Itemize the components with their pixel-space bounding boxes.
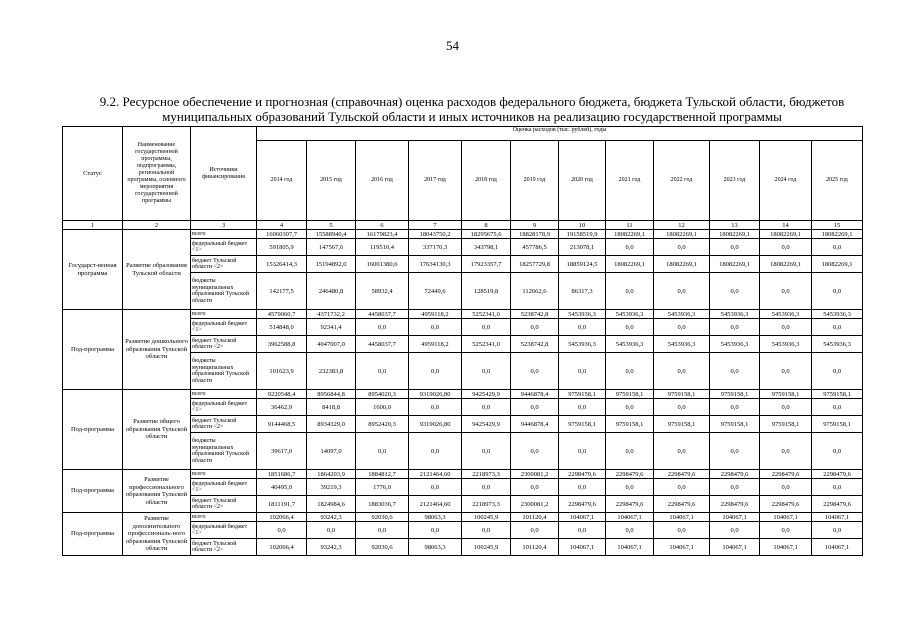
value-cell: 9759158,1 xyxy=(606,416,654,433)
value-cell: 0,0 xyxy=(511,522,559,539)
value-cell: 18082269,1 xyxy=(606,230,654,239)
column-index: 9 xyxy=(511,221,559,230)
value-cell: 9446878,4 xyxy=(511,390,559,399)
value-cell: 0,0 xyxy=(654,522,710,539)
program-name-cell: Развитие образования Тульской области xyxy=(123,230,191,310)
value-cell: 2218973,3 xyxy=(462,470,511,479)
value-cell: 2298479,6 xyxy=(710,496,760,513)
value-cell: 104067,1 xyxy=(654,513,710,522)
column-index: 2 xyxy=(123,221,191,230)
value-cell: 2298479,6 xyxy=(760,470,812,479)
table-row xyxy=(63,470,863,479)
value-cell: 16001380,6 xyxy=(356,256,409,273)
value-cell: 2298479,6 xyxy=(606,470,654,479)
value-cell: 9759158,1 xyxy=(812,416,863,433)
value-cell: 0,0 xyxy=(812,479,863,496)
value-cell: 16060307,7 xyxy=(257,230,307,239)
value-cell: 147567,6 xyxy=(307,239,356,256)
header-year: 2018 год xyxy=(462,141,511,221)
value-cell: 0,0 xyxy=(710,522,760,539)
value-cell: 9759158,1 xyxy=(606,390,654,399)
funding-source-cell: бюджеты муниципальных образований Тульской области xyxy=(191,273,257,310)
value-cell: 5453936,3 xyxy=(559,310,606,319)
value-cell: 104067,1 xyxy=(559,539,606,556)
value-cell: 104067,1 xyxy=(760,539,812,556)
value-cell: 0,0 xyxy=(606,239,654,256)
value-cell: 0,0 xyxy=(409,433,462,470)
value-cell: 0,0 xyxy=(606,479,654,496)
value-cell: 5453936,3 xyxy=(812,310,863,319)
value-cell: 0,0 xyxy=(710,433,760,470)
value-cell: 9425429,9 xyxy=(462,390,511,399)
value-cell: 142177,5 xyxy=(257,273,307,310)
value-cell: 1811191,7 xyxy=(257,496,307,513)
value-cell: 0,0 xyxy=(307,522,356,539)
value-cell: 2298479,6 xyxy=(654,496,710,513)
value-cell: 0,0 xyxy=(559,319,606,336)
value-cell: 0,0 xyxy=(257,522,307,539)
value-cell: 0,0 xyxy=(710,353,760,390)
value-cell: 18082269,1 xyxy=(812,230,863,239)
value-cell: 15326414,3 xyxy=(257,256,307,273)
value-cell: 15588940,4 xyxy=(307,230,356,239)
value-cell: 9759158,1 xyxy=(760,416,812,433)
value-cell: 1851686,7 xyxy=(257,470,307,479)
column-index: 15 xyxy=(812,221,863,230)
value-cell: 0,0 xyxy=(356,522,409,539)
header-program-name: Наименование государственной программы, подпрограммы, региональной программы, основного мероприятия государственной программы xyxy=(123,127,191,221)
value-cell: 16179823,4 xyxy=(356,230,409,239)
column-index: 14 xyxy=(760,221,812,230)
value-cell: 0,0 xyxy=(606,433,654,470)
table-header xyxy=(63,127,863,230)
value-cell: 1883036,7 xyxy=(356,496,409,513)
value-cell: 337170,3 xyxy=(409,239,462,256)
value-cell: 0,0 xyxy=(511,399,559,416)
funding-source-cell: бюджеты муниципальных образований Тульской области xyxy=(191,353,257,390)
header-year: 2015 год xyxy=(307,141,356,221)
value-cell: 18043750,2 xyxy=(409,230,462,239)
value-cell: 39219,3 xyxy=(307,479,356,496)
value-cell: 0,0 xyxy=(409,319,462,336)
funding-source-cell: всего xyxy=(191,470,257,479)
header-year: 2023 год xyxy=(710,141,760,221)
value-cell: 9759158,1 xyxy=(559,390,606,399)
value-cell: 2300081,2 xyxy=(511,496,559,513)
value-cell: 2298479,6 xyxy=(812,470,863,479)
value-cell: 9319026,80 xyxy=(409,390,462,399)
column-index: 10 xyxy=(559,221,606,230)
value-cell: 8954020,3 xyxy=(356,390,409,399)
column-index: 3 xyxy=(191,221,257,230)
value-cell: 343798,1 xyxy=(462,239,511,256)
value-cell: 15194892,0 xyxy=(307,256,356,273)
table-row xyxy=(63,310,863,319)
value-cell: 0,0 xyxy=(760,353,812,390)
value-cell: 5453936,3 xyxy=(760,336,812,353)
header-status: Статус xyxy=(63,127,123,221)
value-cell: 104067,1 xyxy=(710,539,760,556)
value-cell: 93242,3 xyxy=(307,539,356,556)
header-year: 2024 год xyxy=(760,141,812,221)
value-cell: 9759158,1 xyxy=(654,390,710,399)
value-cell: 36462,9 xyxy=(257,399,307,416)
value-cell: 0,0 xyxy=(812,522,863,539)
funding-source-cell: всего xyxy=(191,310,257,319)
funding-source-cell: бюджет Тульской области <2> xyxy=(191,416,257,433)
value-cell: 9319026,80 xyxy=(409,416,462,433)
value-cell: 0,0 xyxy=(710,273,760,310)
value-cell: 4458037,7 xyxy=(356,336,409,353)
value-cell: 0,0 xyxy=(356,319,409,336)
value-cell: 40495,0 xyxy=(257,479,307,496)
value-cell: 0,0 xyxy=(606,319,654,336)
value-cell: 100245,9 xyxy=(462,539,511,556)
value-cell: 1824984,6 xyxy=(307,496,356,513)
value-cell: 213078,1 xyxy=(559,239,606,256)
status-cell: Под-программа xyxy=(63,390,123,470)
funding-source-cell: федеральный бюджет <1> xyxy=(191,479,257,496)
value-cell: 100245,9 xyxy=(462,513,511,522)
value-cell: 72449,6 xyxy=(409,273,462,310)
value-cell: 0,0 xyxy=(409,479,462,496)
table-row xyxy=(63,513,863,522)
funding-source-cell: бюджет Тульской области <2> xyxy=(191,539,257,556)
value-cell: 0,0 xyxy=(356,353,409,390)
table-row xyxy=(63,390,863,399)
value-cell: 8956844,8 xyxy=(307,390,356,399)
value-cell: 5453936,3 xyxy=(760,310,812,319)
value-cell: 104067,1 xyxy=(710,513,760,522)
value-cell: 5238742,8 xyxy=(511,310,559,319)
funding-source-cell: федеральный бюджет <1> xyxy=(191,239,257,256)
value-cell: 591805,9 xyxy=(257,239,307,256)
value-cell: 0,0 xyxy=(812,433,863,470)
value-cell: 0,0 xyxy=(812,319,863,336)
value-cell: 5453936,3 xyxy=(606,336,654,353)
value-cell: 0,0 xyxy=(760,433,812,470)
status-cell: Государст-венная программа xyxy=(63,230,123,310)
program-name-cell: Развитие профессионального образования Тульской области xyxy=(123,470,191,513)
value-cell: 19158519,9 xyxy=(559,230,606,239)
value-cell: 0,0 xyxy=(812,239,863,256)
value-cell: 1864203,9 xyxy=(307,470,356,479)
value-cell: 9759158,1 xyxy=(559,416,606,433)
value-cell: 0,0 xyxy=(462,353,511,390)
value-cell: 0,0 xyxy=(511,433,559,470)
value-cell: 0,0 xyxy=(606,273,654,310)
value-cell: 93242,3 xyxy=(307,513,356,522)
value-cell: 0,0 xyxy=(559,433,606,470)
column-index: 8 xyxy=(462,221,511,230)
column-index-row xyxy=(63,221,863,230)
value-cell: 98063,3 xyxy=(409,513,462,522)
column-index: 5 xyxy=(307,221,356,230)
value-cell: 5453936,3 xyxy=(654,336,710,353)
value-cell: 0,0 xyxy=(409,399,462,416)
program-name-cell: Развитие общего образования Тульской области xyxy=(123,390,191,470)
page-number: 54 xyxy=(446,38,459,53)
value-cell: 1600,0 xyxy=(356,399,409,416)
column-index: 12 xyxy=(654,221,710,230)
value-cell: 9144468,5 xyxy=(257,416,307,433)
value-cell: 0,0 xyxy=(511,479,559,496)
value-cell: 2298479,6 xyxy=(760,496,812,513)
value-cell: 101623,9 xyxy=(257,353,307,390)
value-cell: 18257729,8 xyxy=(511,256,559,273)
value-cell: 0,0 xyxy=(710,399,760,416)
value-cell: 0,0 xyxy=(654,433,710,470)
funding-source-cell: всего xyxy=(191,230,257,239)
value-cell: 457786,5 xyxy=(511,239,559,256)
value-cell: 232383,8 xyxy=(307,353,356,390)
value-cell: 17923357,7 xyxy=(462,256,511,273)
value-cell: 1884812,7 xyxy=(356,470,409,479)
value-cell: 102066,4 xyxy=(257,539,307,556)
value-cell: 4959118,2 xyxy=(409,336,462,353)
value-cell: 9759158,1 xyxy=(812,390,863,399)
funding-source-cell: бюджеты муниципальных образований Тульской области xyxy=(191,433,257,470)
value-cell: 2298479,6 xyxy=(606,496,654,513)
header-year: 2022 год xyxy=(654,141,710,221)
title-line-1: 9.2. Ресурсное обеспечение и прогнозная (справочная) оценка расходов федерального бюджета, бюджета Тульской области, бюджетов xyxy=(99,94,845,109)
value-cell: 9759158,1 xyxy=(654,416,710,433)
value-cell: 9446878,4 xyxy=(511,416,559,433)
value-cell: 0,0 xyxy=(654,319,710,336)
value-cell: 0,0 xyxy=(760,479,812,496)
header-year: 2025 год xyxy=(812,141,863,221)
value-cell: 104067,1 xyxy=(812,513,863,522)
value-cell: 18828178,9 xyxy=(511,230,559,239)
column-index: 4 xyxy=(257,221,307,230)
funding-source-cell: бюджет Тульской области <2> xyxy=(191,256,257,273)
value-cell: 0,0 xyxy=(654,399,710,416)
value-cell: 0,0 xyxy=(606,522,654,539)
funding-source-cell: всего xyxy=(191,513,257,522)
value-cell: 0,0 xyxy=(462,433,511,470)
value-cell: 0,0 xyxy=(654,479,710,496)
program-name-cell: Развитие дошкольного образования Тульской области xyxy=(123,310,191,390)
value-cell: 0,0 xyxy=(559,353,606,390)
value-cell: 101120,4 xyxy=(511,513,559,522)
value-cell: 92030,6 xyxy=(356,513,409,522)
value-cell: 5453936,3 xyxy=(559,336,606,353)
value-cell: 3962588,8 xyxy=(257,336,307,353)
column-index: 1 xyxy=(63,221,123,230)
header-year: 2017 год xyxy=(409,141,462,221)
value-cell: 0,0 xyxy=(462,479,511,496)
value-cell: 0,0 xyxy=(462,399,511,416)
value-cell: 2300081,2 xyxy=(511,470,559,479)
value-cell: 0,0 xyxy=(462,522,511,539)
header-sources: Источники финансирования xyxy=(191,127,257,221)
value-cell: 5453936,3 xyxy=(812,336,863,353)
funding-source-cell: бюджет Тульской области <2> xyxy=(191,336,257,353)
column-index: 13 xyxy=(710,221,760,230)
value-cell: 119510,4 xyxy=(356,239,409,256)
value-cell: 102066,4 xyxy=(257,513,307,522)
value-cell: 0,0 xyxy=(760,239,812,256)
value-cell: 0,0 xyxy=(606,399,654,416)
value-cell: 0,0 xyxy=(760,273,812,310)
value-cell: 5453936,3 xyxy=(710,336,760,353)
value-cell: 5453936,3 xyxy=(606,310,654,319)
header-estimate: Оценка расходов (тыс. рублей), годы xyxy=(257,127,863,141)
value-cell: 4458037,7 xyxy=(356,310,409,319)
value-cell: 9759158,1 xyxy=(760,390,812,399)
value-cell: 0,0 xyxy=(760,319,812,336)
value-cell: 5453936,3 xyxy=(654,310,710,319)
value-cell: 18082269,1 xyxy=(654,256,710,273)
value-cell: 2218973,3 xyxy=(462,496,511,513)
section-title xyxy=(62,94,882,124)
value-cell: 104067,1 xyxy=(760,513,812,522)
value-cell: 0,0 xyxy=(511,319,559,336)
header-year: 2020 год xyxy=(559,141,606,221)
value-cell: 4579060,7 xyxy=(257,310,307,319)
value-cell: 18082269,1 xyxy=(606,256,654,273)
value-cell: 4959118,2 xyxy=(409,310,462,319)
value-cell: 0,0 xyxy=(559,522,606,539)
status-cell: Под-программа xyxy=(63,513,123,556)
value-cell: 18859124,5 xyxy=(559,256,606,273)
value-cell: 8934329,0 xyxy=(307,416,356,433)
value-cell: 0,0 xyxy=(511,353,559,390)
value-cell: 18082269,1 xyxy=(760,230,812,239)
value-cell: 0,0 xyxy=(710,319,760,336)
value-cell: 0,0 xyxy=(760,522,812,539)
value-cell: 112662,6 xyxy=(511,273,559,310)
value-cell: 2298479,6 xyxy=(654,470,710,479)
value-cell: 0,0 xyxy=(654,239,710,256)
header-year: 2021 год xyxy=(606,141,654,221)
value-cell: 104067,1 xyxy=(654,539,710,556)
value-cell: 2121464,60 xyxy=(409,470,462,479)
value-cell: 2298479,6 xyxy=(710,470,760,479)
value-cell: 0,0 xyxy=(606,353,654,390)
value-cell: 58932,4 xyxy=(356,273,409,310)
value-cell: 0,0 xyxy=(710,239,760,256)
value-cell: 8952420,3 xyxy=(356,416,409,433)
value-cell: 4047007,0 xyxy=(307,336,356,353)
value-cell: 14097,0 xyxy=(307,433,356,470)
value-cell: 104067,1 xyxy=(606,539,654,556)
value-cell: 104067,1 xyxy=(812,539,863,556)
value-cell: 5238742,8 xyxy=(511,336,559,353)
value-cell: 18082269,1 xyxy=(812,256,863,273)
value-cell: 0,0 xyxy=(812,273,863,310)
value-cell: 2298479,6 xyxy=(559,470,606,479)
value-cell: 2121464,60 xyxy=(409,496,462,513)
value-cell: 104067,1 xyxy=(559,513,606,522)
value-cell: 0,0 xyxy=(559,479,606,496)
value-cell: 2298479,6 xyxy=(559,496,606,513)
table-row xyxy=(63,230,863,239)
value-cell: 0,0 xyxy=(654,353,710,390)
value-cell: 18082269,1 xyxy=(654,230,710,239)
value-cell: 5453936,3 xyxy=(710,310,760,319)
value-cell: 0,0 xyxy=(462,319,511,336)
funding-source-cell: федеральный бюджет <1> xyxy=(191,399,257,416)
header-year: 2019 год xyxy=(511,141,559,221)
value-cell: 514848,0 xyxy=(257,319,307,336)
value-cell: 0,0 xyxy=(409,522,462,539)
value-cell: 9759158,1 xyxy=(710,390,760,399)
value-cell: 0,0 xyxy=(559,399,606,416)
funding-source-cell: федеральный бюджет <1> xyxy=(191,319,257,336)
value-cell: 18295675,6 xyxy=(462,230,511,239)
value-cell: 18082269,1 xyxy=(710,256,760,273)
value-cell: 92030,6 xyxy=(356,539,409,556)
value-cell: 0,0 xyxy=(760,399,812,416)
budget-table xyxy=(62,126,863,556)
value-cell: 17634130,3 xyxy=(409,256,462,273)
value-cell: 5252341,0 xyxy=(462,310,511,319)
value-cell: 128519,8 xyxy=(462,273,511,310)
funding-source-cell: всего xyxy=(191,390,257,399)
header-year: 2016 год xyxy=(356,141,409,221)
value-cell: 92341,4 xyxy=(307,319,356,336)
column-index: 11 xyxy=(606,221,654,230)
program-name-cell: Развитие дополнительного профессиональ-ного образования Тульской области xyxy=(123,513,191,556)
value-cell: 2298479,6 xyxy=(812,496,863,513)
header-year: 2014 год xyxy=(257,141,307,221)
value-cell: 86317,3 xyxy=(559,273,606,310)
column-index: 7 xyxy=(409,221,462,230)
value-cell: 8418,8 xyxy=(307,399,356,416)
column-index: 6 xyxy=(356,221,409,230)
value-cell: 4371732,2 xyxy=(307,310,356,319)
funding-source-cell: бюджет Тульской области <2> xyxy=(191,496,257,513)
value-cell: 0,0 xyxy=(710,479,760,496)
value-cell: 101120,4 xyxy=(511,539,559,556)
status-cell: Под-программа xyxy=(63,470,123,513)
value-cell: 18082269,1 xyxy=(760,256,812,273)
value-cell: 0,0 xyxy=(812,399,863,416)
value-cell: 39617,0 xyxy=(257,433,307,470)
value-cell: 1776,0 xyxy=(356,479,409,496)
table-body xyxy=(63,230,863,556)
value-cell: 9759158,1 xyxy=(710,416,760,433)
funding-source-cell: федеральный бюджет <1> xyxy=(191,522,257,539)
value-cell: 104067,1 xyxy=(606,513,654,522)
status-cell: Под-программа xyxy=(63,310,123,390)
value-cell: 5252341,0 xyxy=(462,336,511,353)
value-cell: 246480,8 xyxy=(307,273,356,310)
value-cell: 0,0 xyxy=(812,353,863,390)
title-line-2: муниципальных образований Тульской области и иных источников на реализацию государственной программы xyxy=(162,109,782,124)
value-cell: 0,0 xyxy=(409,353,462,390)
value-cell: 0,0 xyxy=(654,273,710,310)
value-cell: 0,0 xyxy=(356,433,409,470)
value-cell: 9220548,4 xyxy=(257,390,307,399)
value-cell: 98063,3 xyxy=(409,539,462,556)
value-cell: 9425429,9 xyxy=(462,416,511,433)
value-cell: 18082269,1 xyxy=(710,230,760,239)
